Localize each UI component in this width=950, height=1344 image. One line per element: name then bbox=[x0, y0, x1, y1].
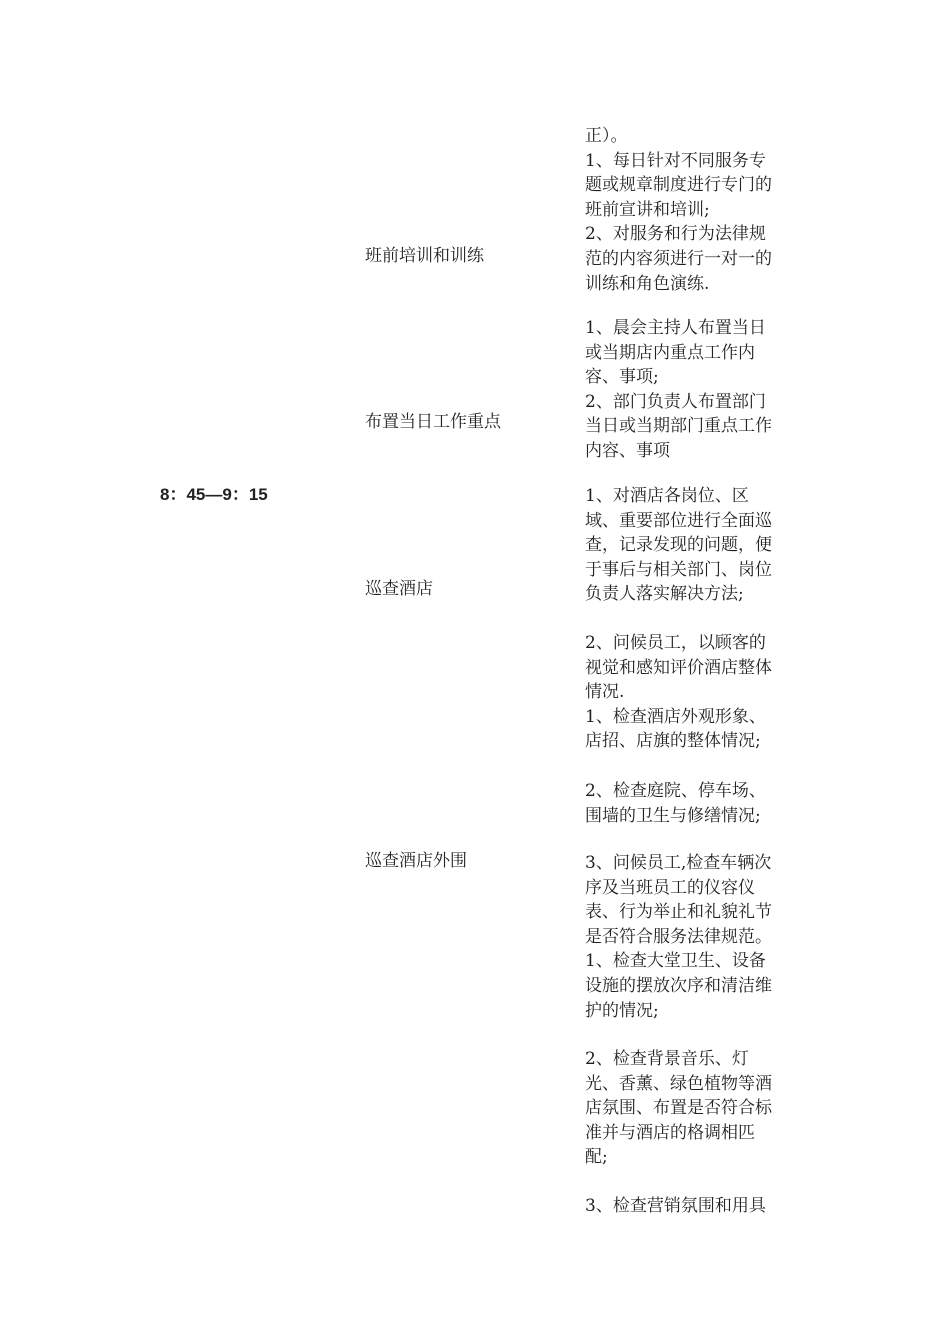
task-pre-shift-training: 班前培训和训练 bbox=[365, 246, 484, 266]
desc-block-priorities bbox=[585, 316, 800, 464]
desc-line: 2、检查背景音乐、灯 bbox=[585, 1049, 749, 1069]
task-exterior-inspection: 巡查酒店外围 bbox=[365, 851, 467, 871]
desc-line: 3、检查营销氛围和用具 bbox=[585, 1196, 766, 1216]
time-slot: 8：45—9：15 bbox=[160, 485, 268, 504]
desc-line: 准并与酒店的格调相匹 bbox=[585, 1122, 755, 1143]
desc-line: 于事后与相关部门、岗位 bbox=[585, 559, 772, 580]
desc-line: 2、检查庭院、停车场、 bbox=[585, 781, 766, 801]
desc-line: 负责人落实解决方法; bbox=[585, 584, 744, 605]
desc-line: 或当期店内重点工作内 bbox=[585, 342, 755, 363]
desc-block-marketing bbox=[585, 1194, 800, 1219]
desc-line: 1、检查大堂卫生、设备 bbox=[585, 951, 766, 972]
desc-line: 配; bbox=[585, 1147, 608, 1168]
desc-line: 序及当班员工的仪容仪 bbox=[585, 877, 755, 898]
desc-line: 查，记录发现的问题，便 bbox=[585, 535, 772, 556]
desc-line: 设施的摆放次序和清洁维 bbox=[585, 975, 772, 996]
desc-line: 表、行为举止和礼貌礼节 bbox=[585, 902, 772, 923]
desc-line: 光、香薰、绿色植物等酒 bbox=[585, 1073, 772, 1094]
desc-line: 题或规章制度进行专门的 bbox=[585, 175, 772, 196]
desc-line: 3、问候员工,检查车辆次 bbox=[585, 853, 772, 873]
desc-line: 域、重要部位进行全面巡 bbox=[585, 510, 772, 531]
desc-line: 2、问候员工，以顾客的 bbox=[585, 633, 766, 653]
desc-line: 1、检查酒店外观形象、 bbox=[585, 706, 766, 727]
desc-line: 围墙的卫生与修缮情况; bbox=[585, 805, 761, 826]
desc-line: 情况. bbox=[585, 682, 625, 703]
desc-line: 2、部门负责人布置部门 bbox=[585, 391, 766, 412]
desc-block-inspection bbox=[585, 484, 800, 607]
desc-block-greeting-exterior bbox=[585, 631, 800, 754]
desc-line: 当日或当期部门重点工作 bbox=[585, 416, 772, 437]
desc-block-atmosphere bbox=[585, 1047, 800, 1170]
desc-line: 内容、事项 bbox=[585, 440, 670, 461]
desc-line: 班前宣讲和培训; bbox=[585, 199, 710, 220]
desc-line: 1、每日针对不同服务专 bbox=[585, 150, 766, 171]
desc-line: 训练和角色演练. bbox=[585, 273, 710, 294]
desc-line: 店氛围、布置是否符合标 bbox=[585, 1098, 772, 1119]
desc-line: 2、对服务和行为法律规 bbox=[585, 224, 766, 245]
desc-line: 1、对酒店各岗位、区 bbox=[585, 486, 749, 506]
desc-block-courtyard bbox=[585, 779, 800, 828]
desc-line: 正）。 bbox=[585, 126, 628, 146]
desc-block-staff-lobby bbox=[585, 851, 800, 1023]
desc-line: 是否符合服务法律规范。 bbox=[585, 926, 772, 947]
desc-line: 1、晨会主持人布置当日 bbox=[585, 318, 766, 338]
desc-line: 护的情况; bbox=[585, 1000, 659, 1021]
task-hotel-inspection: 巡查酒店 bbox=[365, 579, 433, 599]
desc-block-training bbox=[585, 124, 800, 296]
desc-line: 视觉和感知评价酒店整体 bbox=[585, 657, 772, 678]
task-daily-priorities: 布置当日工作重点 bbox=[365, 412, 501, 432]
desc-line: 容、事项; bbox=[585, 367, 659, 388]
desc-line: 店招、店旗的整体情况; bbox=[585, 731, 761, 752]
desc-line: 范的内容须进行一对一的 bbox=[585, 248, 772, 269]
